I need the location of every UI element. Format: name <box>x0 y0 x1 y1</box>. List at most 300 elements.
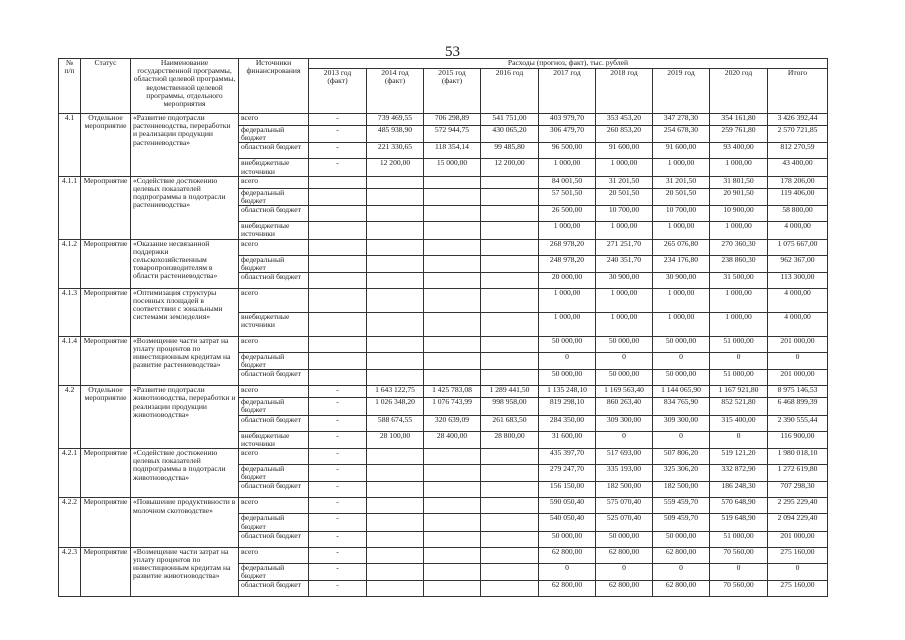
row-value-cell <box>367 547 424 563</box>
header-year: 2016 год <box>481 69 539 114</box>
row-source: областной бюджет <box>239 370 309 386</box>
row-value-cell: 12 200,00 <box>481 159 539 176</box>
row-source: федеральный бюджет <box>239 398 309 415</box>
row-status: Мероприятие <box>81 449 131 498</box>
row-value-cell <box>481 449 539 465</box>
budget-table-body <box>59 114 828 597</box>
row-total-cell: 58 800,00 <box>768 206 828 222</box>
row-value-cell <box>481 272 539 288</box>
row-value-cell <box>424 336 481 352</box>
row-value-cell <box>309 188 367 205</box>
row-value-cell: 519 121,20 <box>710 449 768 465</box>
row-value-cell <box>424 498 481 514</box>
row-value-cell: - <box>309 514 367 531</box>
row-value-cell: 739 469,55 <box>367 114 424 126</box>
row-value-cell: 28 400,00 <box>424 431 481 448</box>
row-value-cell <box>481 498 539 514</box>
row-value-cell: 62 800,00 <box>539 547 596 563</box>
row-value-cell: 248 978,20 <box>539 255 596 272</box>
row-value-cell: 1 000,00 <box>710 288 768 312</box>
row-total-cell: 3 426 392,44 <box>768 114 828 126</box>
row-status: Мероприятие <box>81 547 131 596</box>
row-value-cell: 70 560,00 <box>710 547 768 563</box>
row-value-cell: 51 000,00 <box>710 370 768 386</box>
row-value-cell: - <box>309 386 367 398</box>
row-value-cell: 50 000,00 <box>539 370 596 386</box>
row-source: областной бюджет <box>239 143 309 159</box>
header-year: 2017 год <box>539 69 596 114</box>
row-value-cell: 20 901,50 <box>710 188 768 205</box>
header-num: № п/п <box>59 59 81 114</box>
row-value-cell: 1 425 783,08 <box>424 386 481 398</box>
row-value-cell: 1 000,00 <box>596 222 653 239</box>
row-total-cell: 707 298,30 <box>768 482 828 498</box>
row-value-cell: 1 000,00 <box>539 159 596 176</box>
row-value-cell <box>367 498 424 514</box>
row-value-cell: 0 <box>596 431 653 448</box>
row-value-cell: 265 076,80 <box>653 239 710 255</box>
row-value-cell: 50 000,00 <box>653 336 710 352</box>
row-name: «Оказание несвязанной поддержки сельскохозяйственным товаропроизводителям в области растениеводства» <box>131 239 239 288</box>
row-total-cell: 4 000,00 <box>768 312 828 336</box>
row-value-cell: 26 500,00 <box>539 206 596 222</box>
row-value-cell: 30 900,00 <box>596 272 653 288</box>
row-value-cell <box>367 206 424 222</box>
row-value-cell: - <box>309 465 367 482</box>
row-source: всего <box>239 176 309 188</box>
row-value-cell <box>481 239 539 255</box>
row-value-cell <box>481 531 539 547</box>
row-value-cell: 221 330,65 <box>367 143 424 159</box>
row-value-cell: 118 354,14 <box>424 143 481 159</box>
row-status: Мероприятие <box>81 176 131 239</box>
row-value-cell <box>424 531 481 547</box>
row-status: Отдельное мероприятие <box>81 114 131 177</box>
row-value-cell: 403 979,70 <box>539 114 596 126</box>
row-value-cell: 0 <box>653 431 710 448</box>
row-name: «Возмещение части затрат на уплату процентов по инвестиционным кредитам на развитие растениеводства» <box>131 336 239 385</box>
row-value-cell: 590 050,40 <box>539 498 596 514</box>
row-value-cell: 309 300,00 <box>653 415 710 431</box>
row-value-cell <box>481 188 539 205</box>
row-value-cell <box>309 176 367 188</box>
row-value-cell: - <box>309 498 367 514</box>
row-value-cell: - <box>309 126 367 143</box>
row-total-cell: 1 272 619,80 <box>768 465 828 482</box>
row-status: Мероприятие <box>81 239 131 288</box>
header-year: 2015 год (факт) <box>424 69 481 114</box>
row-value-cell <box>367 514 424 531</box>
table-row <box>59 547 828 563</box>
table-row <box>59 114 828 126</box>
row-value-cell: - <box>309 531 367 547</box>
row-value-cell: 1 000,00 <box>596 159 653 176</box>
row-value-cell: 306 479,70 <box>539 126 596 143</box>
row-total-cell: 6 468 899,39 <box>768 398 828 415</box>
row-value-cell <box>309 255 367 272</box>
row-value-cell: 1 643 122,75 <box>367 386 424 398</box>
row-value-cell: - <box>309 415 367 431</box>
row-value-cell: 588 674,55 <box>367 415 424 431</box>
row-value-cell <box>367 352 424 369</box>
row-value-cell <box>424 563 481 580</box>
row-name: «Оптимизация структуры посевных площадей в соответствии с зональными системами земледелия» <box>131 288 239 336</box>
row-value-cell: 1 000,00 <box>596 288 653 312</box>
row-number: 4.2.3 <box>59 547 81 596</box>
row-value-cell <box>309 272 367 288</box>
row-value-cell: 28 100,00 <box>367 431 424 448</box>
row-value-cell: 15 000,00 <box>424 159 481 176</box>
row-value-cell: 1 000,00 <box>653 288 710 312</box>
row-value-cell: 1 169 563,40 <box>596 386 653 398</box>
header-total: Итого <box>768 69 828 114</box>
row-value-cell: 485 938,90 <box>367 126 424 143</box>
row-source: федеральный бюджет <box>239 255 309 272</box>
row-value-cell: 706 298,89 <box>424 114 481 126</box>
row-value-cell: - <box>309 563 367 580</box>
row-value-cell: 1 000,00 <box>653 312 710 336</box>
row-source: областной бюджет <box>239 531 309 547</box>
row-value-cell: - <box>309 159 367 176</box>
row-status: Мероприятие <box>81 288 131 336</box>
row-value-cell: 1 000,00 <box>539 222 596 239</box>
row-value-cell: 182 500,00 <box>596 482 653 498</box>
row-value-cell: - <box>309 482 367 498</box>
row-name: «Возмещение части затрат на уплату процентов по инвестиционным кредитам на развитие животноводства» <box>131 547 239 596</box>
row-value-cell: 540 050,40 <box>539 514 596 531</box>
row-total-cell: 178 206,00 <box>768 176 828 188</box>
row-total-cell: 1 980 018,10 <box>768 449 828 465</box>
row-value-cell: 525 070,40 <box>596 514 653 531</box>
row-value-cell: 31 801,50 <box>710 176 768 188</box>
row-value-cell <box>424 239 481 255</box>
row-value-cell <box>367 288 424 312</box>
row-source: внебюджетные источники <box>239 312 309 336</box>
row-total-cell: 43 400,00 <box>768 159 828 176</box>
row-value-cell <box>309 336 367 352</box>
row-value-cell <box>481 563 539 580</box>
row-value-cell <box>424 352 481 369</box>
row-value-cell: 20 501,50 <box>596 188 653 205</box>
row-value-cell <box>309 206 367 222</box>
row-total-cell: 275 160,00 <box>768 581 828 597</box>
row-source: федеральный бюджет <box>239 563 309 580</box>
row-total-cell: 0 <box>768 352 828 369</box>
row-source: областной бюджет <box>239 482 309 498</box>
row-value-cell <box>367 188 424 205</box>
row-value-cell: 819 298,10 <box>539 398 596 415</box>
row-value-cell: 62 800,00 <box>653 581 710 597</box>
header-expenses: Расходы (прогноз, факт), тыс. рублей <box>309 59 828 69</box>
row-value-cell: 0 <box>710 563 768 580</box>
row-value-cell: 517 693,00 <box>596 449 653 465</box>
row-value-cell <box>481 336 539 352</box>
row-source: всего <box>239 336 309 352</box>
row-total-cell: 4 000,00 <box>768 288 828 312</box>
row-value-cell <box>367 312 424 336</box>
row-total-cell: 4 000,00 <box>768 222 828 239</box>
row-value-cell <box>424 581 481 597</box>
row-value-cell: 62 800,00 <box>596 547 653 563</box>
row-source: областной бюджет <box>239 415 309 431</box>
row-value-cell: 93 400,00 <box>710 143 768 159</box>
row-value-cell: 62 800,00 <box>653 547 710 563</box>
row-value-cell: 50 000,00 <box>596 370 653 386</box>
row-value-cell <box>309 288 367 312</box>
row-value-cell: 1 167 921,80 <box>710 386 768 398</box>
row-value-cell: 28 800,00 <box>481 431 539 448</box>
row-value-cell: 309 300,00 <box>596 415 653 431</box>
row-value-cell <box>424 272 481 288</box>
row-source: всего <box>239 547 309 563</box>
row-value-cell: 1 000,00 <box>710 159 768 176</box>
row-value-cell: 559 459,70 <box>653 498 710 514</box>
row-value-cell: 284 350,00 <box>539 415 596 431</box>
row-number: 4.1.3 <box>59 288 81 336</box>
row-total-cell: 812 270,59 <box>768 143 828 159</box>
row-value-cell: 50 000,00 <box>596 336 653 352</box>
row-number: 4.2.1 <box>59 449 81 498</box>
header-year: 2018 год <box>596 69 653 114</box>
row-value-cell: 1 076 743,99 <box>424 398 481 415</box>
row-total-cell: 0 <box>768 563 828 580</box>
row-value-cell <box>481 288 539 312</box>
row-value-cell <box>367 465 424 482</box>
row-value-cell: 234 176,80 <box>653 255 710 272</box>
row-value-cell <box>424 514 481 531</box>
row-value-cell: 1 000,00 <box>653 159 710 176</box>
row-value-cell: 0 <box>710 431 768 448</box>
row-value-cell <box>367 222 424 239</box>
row-value-cell: 1 000,00 <box>653 222 710 239</box>
row-value-cell: 20 000,00 <box>539 272 596 288</box>
row-name: «Содействие достижению целевых показателей подпрограммы в подотрасли животноводства» <box>131 449 239 498</box>
row-value-cell: 31 600,00 <box>539 431 596 448</box>
row-name: «Развитие подотрасли растениеводства, переработки и реализации продукции растениеводства» <box>131 114 239 177</box>
row-value-cell <box>481 547 539 563</box>
row-value-cell: 1 144 065,90 <box>653 386 710 398</box>
row-total-cell: 2 094 229,40 <box>768 514 828 531</box>
row-value-cell: - <box>309 581 367 597</box>
row-value-cell: 430 065,20 <box>481 126 539 143</box>
row-value-cell <box>367 531 424 547</box>
header-year: 2019 год <box>653 69 710 114</box>
row-total-cell: 8 975 146,53 <box>768 386 828 398</box>
page-number: 53 <box>445 44 460 60</box>
row-value-cell <box>481 514 539 531</box>
row-total-cell: 201 000,00 <box>768 370 828 386</box>
row-value-cell <box>367 482 424 498</box>
row-value-cell: 0 <box>539 352 596 369</box>
row-value-cell <box>367 272 424 288</box>
row-value-cell: 270 360,30 <box>710 239 768 255</box>
row-value-cell: 1 026 348,20 <box>367 398 424 415</box>
row-total-cell: 201 000,00 <box>768 336 828 352</box>
row-value-cell: 1 289 441,50 <box>481 386 539 398</box>
row-value-cell <box>424 222 481 239</box>
row-value-cell: - <box>309 114 367 126</box>
row-source: внебюджетные источники <box>239 431 309 448</box>
row-value-cell: 570 648,90 <box>710 498 768 514</box>
row-value-cell: 186 248,30 <box>710 482 768 498</box>
row-value-cell: - <box>309 547 367 563</box>
row-value-cell: 240 351,70 <box>596 255 653 272</box>
row-value-cell: 332 872,90 <box>710 465 768 482</box>
row-total-cell: 116 900,00 <box>768 431 828 448</box>
row-number: 4.2.2 <box>59 498 81 547</box>
row-value-cell: 0 <box>653 563 710 580</box>
row-value-cell <box>424 370 481 386</box>
row-value-cell: 271 251,70 <box>596 239 653 255</box>
row-value-cell <box>367 563 424 580</box>
row-status: Мероприятие <box>81 336 131 385</box>
row-source: всего <box>239 239 309 255</box>
row-value-cell: 182 500,00 <box>653 482 710 498</box>
row-value-cell <box>424 449 481 465</box>
row-value-cell <box>309 370 367 386</box>
row-value-cell: 238 860,30 <box>710 255 768 272</box>
row-source: всего <box>239 114 309 126</box>
row-value-cell <box>424 482 481 498</box>
row-value-cell: 70 560,00 <box>710 581 768 597</box>
row-name: «Содействие достижению целевых показателей подпрограммы в подотрасли растениеводства» <box>131 176 239 239</box>
row-value-cell <box>481 370 539 386</box>
row-total-cell: 962 367,00 <box>768 255 828 272</box>
row-source: федеральный бюджет <box>239 514 309 531</box>
row-source: всего <box>239 449 309 465</box>
row-number: 4.1 <box>59 114 81 177</box>
row-value-cell: 1 000,00 <box>539 312 596 336</box>
table-row <box>59 336 828 352</box>
row-value-cell: 254 678,30 <box>653 126 710 143</box>
row-total-cell: 201 000,00 <box>768 531 828 547</box>
row-value-cell: 62 800,00 <box>539 581 596 597</box>
row-value-cell: 261 683,50 <box>481 415 539 431</box>
row-value-cell <box>309 352 367 369</box>
row-value-cell: 852 521,80 <box>710 398 768 415</box>
row-value-cell <box>424 465 481 482</box>
row-value-cell: 1 000,00 <box>539 288 596 312</box>
row-value-cell: 50 000,00 <box>596 531 653 547</box>
row-value-cell <box>309 312 367 336</box>
row-source: областной бюджет <box>239 581 309 597</box>
row-value-cell <box>424 176 481 188</box>
row-value-cell: 260 853,20 <box>596 126 653 143</box>
row-value-cell <box>481 352 539 369</box>
row-total-cell: 2 390 555,44 <box>768 415 828 431</box>
row-value-cell: 31 201,50 <box>653 176 710 188</box>
row-value-cell: 315 400,00 <box>710 415 768 431</box>
row-value-cell <box>481 222 539 239</box>
row-value-cell: 860 263,40 <box>596 398 653 415</box>
row-value-cell: 575 070,40 <box>596 498 653 514</box>
row-value-cell <box>424 188 481 205</box>
row-value-cell: 279 247,70 <box>539 465 596 482</box>
row-value-cell: - <box>309 143 367 159</box>
row-value-cell: 156 150,00 <box>539 482 596 498</box>
row-value-cell: 353 453,20 <box>596 114 653 126</box>
row-total-cell: 119 406,00 <box>768 188 828 205</box>
row-value-cell: 20 501,50 <box>653 188 710 205</box>
table-row <box>59 386 828 398</box>
row-value-cell: 51 000,00 <box>710 531 768 547</box>
row-value-cell <box>424 255 481 272</box>
row-value-cell: 12 200,00 <box>367 159 424 176</box>
row-value-cell: 507 806,20 <box>653 449 710 465</box>
row-value-cell: 268 978,20 <box>539 239 596 255</box>
row-value-cell <box>367 449 424 465</box>
header-year: 2013 год (факт) <box>309 69 367 114</box>
row-value-cell <box>367 581 424 597</box>
row-value-cell: 998 958,00 <box>481 398 539 415</box>
row-value-cell: 1 000,00 <box>710 312 768 336</box>
row-source: федеральный бюджет <box>239 126 309 143</box>
table-row <box>59 498 828 514</box>
row-value-cell <box>481 581 539 597</box>
row-number: 4.2 <box>59 386 81 449</box>
row-source: внебюджетные источники <box>239 222 309 239</box>
row-value-cell <box>309 239 367 255</box>
row-value-cell: 1 135 248,10 <box>539 386 596 398</box>
row-value-cell: 0 <box>596 563 653 580</box>
row-value-cell: 1 000,00 <box>596 312 653 336</box>
row-name: «Повышение продуктивности в молочном скотоводстве» <box>131 498 239 547</box>
row-total-cell: 113 300,00 <box>768 272 828 288</box>
row-value-cell: 519 648,90 <box>710 514 768 531</box>
row-value-cell: 50 000,00 <box>653 370 710 386</box>
table-row <box>59 239 828 255</box>
row-value-cell: 259 761,80 <box>710 126 768 143</box>
row-source: федеральный бюджет <box>239 188 309 205</box>
row-value-cell <box>424 206 481 222</box>
row-value-cell: 91 600,00 <box>653 143 710 159</box>
row-value-cell <box>481 176 539 188</box>
header-source: Источники финансирования <box>239 59 309 114</box>
row-name: «Развитие подотрасли животноводства, переработки и реализации продукции животноводства» <box>131 386 239 449</box>
row-value-cell: 84 001,50 <box>539 176 596 188</box>
row-value-cell: 0 <box>710 352 768 369</box>
table-row <box>59 449 828 465</box>
row-value-cell <box>481 482 539 498</box>
row-total-cell: 2 295 229,40 <box>768 498 828 514</box>
row-value-cell: 347 278,30 <box>653 114 710 126</box>
row-value-cell: 57 501,50 <box>539 188 596 205</box>
row-value-cell: 91 600,00 <box>596 143 653 159</box>
header-year: 2020 год <box>710 69 768 114</box>
row-status: Отдельное мероприятие <box>81 386 131 449</box>
row-value-cell: - <box>309 449 367 465</box>
row-value-cell: 335 193,00 <box>596 465 653 482</box>
row-value-cell: 50 000,00 <box>653 531 710 547</box>
row-value-cell <box>424 288 481 312</box>
row-total-cell: 2 570 721,85 <box>768 126 828 143</box>
row-status: Мероприятие <box>81 498 131 547</box>
row-value-cell <box>309 222 367 239</box>
row-value-cell: 0 <box>539 563 596 580</box>
row-source: федеральный бюджет <box>239 352 309 369</box>
row-value-cell <box>424 312 481 336</box>
row-source: областной бюджет <box>239 206 309 222</box>
row-source: областной бюджет <box>239 272 309 288</box>
row-value-cell: 10 900,00 <box>710 206 768 222</box>
row-value-cell: 509 459,70 <box>653 514 710 531</box>
row-number: 4.1.2 <box>59 239 81 288</box>
row-value-cell <box>367 370 424 386</box>
row-value-cell: 50 000,00 <box>539 336 596 352</box>
row-value-cell: 31 500,00 <box>710 272 768 288</box>
row-source: федеральный бюджет <box>239 465 309 482</box>
row-value-cell: 572 944,75 <box>424 126 481 143</box>
